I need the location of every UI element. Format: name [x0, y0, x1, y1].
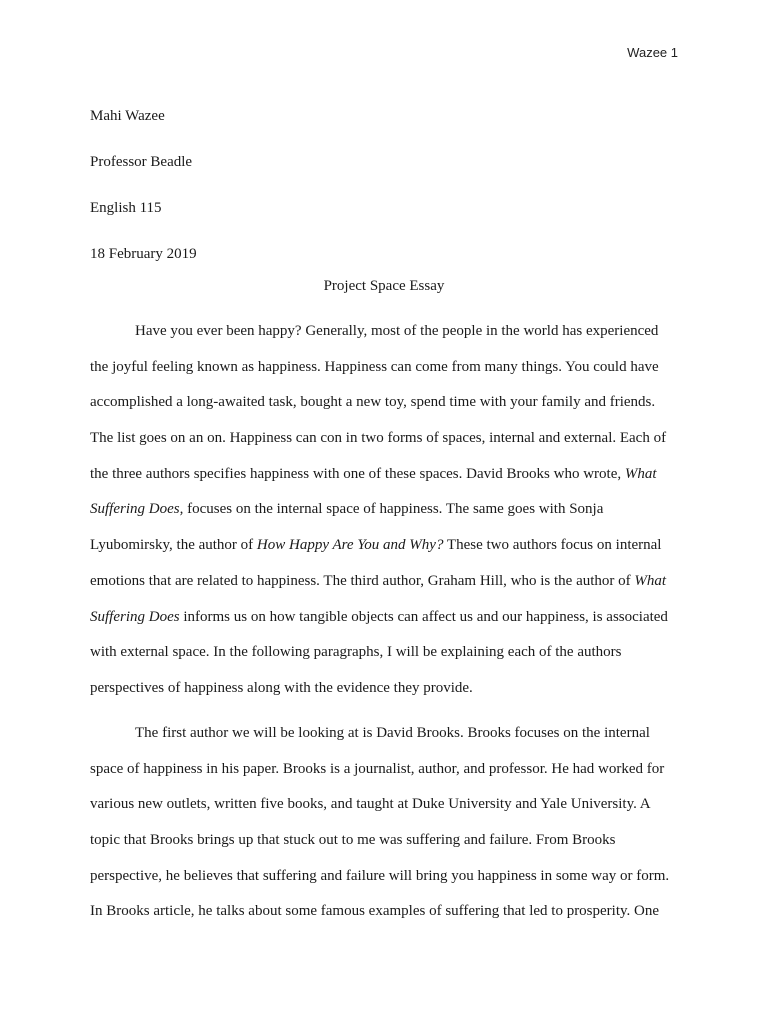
- running-head: Wazee 1: [627, 45, 678, 60]
- paragraph-line: Have you ever been happy? Generally, most of the people in the world has experienced: [135, 323, 659, 339]
- essay-date: 18 February 2019: [90, 246, 197, 262]
- paragraph-line: [90, 564, 678, 600]
- paragraph-line: The list goes on an on. Happiness can con in two forms of spaces, internal and external. Each of: [90, 430, 667, 447]
- paragraph-line: In Brooks article, he talks about some famous examples of suffering that led to prosperity. One: [90, 903, 660, 920]
- italic-title-run: How Happy Are You and Why?: [256, 537, 444, 554]
- course-name: English 115: [90, 200, 162, 216]
- paragraph-line: accomplished a long-awaited task, bought a new toy, spend time with your family and friends.: [90, 394, 656, 411]
- paragraph-line: perspective, he believes that suffering and failure will bring you happiness in some way or form.: [90, 867, 670, 884]
- text-run: focuses on the internal space of happiness. The same goes with Sonja: [183, 501, 604, 518]
- paragraph-line: perspectives of happiness along with the evidence they provide.: [90, 679, 473, 696]
- paragraph-line: [90, 600, 678, 636]
- paragraph-line: [90, 528, 678, 564]
- paragraph-line: [90, 492, 678, 528]
- professor-name: Professor Beadle: [90, 154, 193, 170]
- student-name: Mahi Wazee: [90, 108, 165, 124]
- text-run: the three authors specifies happiness with one of these spaces. David Brooks who wrote,: [90, 465, 625, 482]
- paragraph-line: topic that Brooks brings up that stuck out to me was suffering and failure. From Brooks: [90, 832, 616, 849]
- paragraph-line: [90, 457, 678, 493]
- mla-heading: [90, 93, 678, 277]
- italic-title-run: What: [634, 572, 667, 589]
- paragraph-1: [90, 314, 678, 707]
- paragraph-line: space of happiness in his paper. Brooks is a journalist, author, and professor. He had worked for: [90, 760, 665, 777]
- text-run: Lyubomirsky, the author of: [90, 537, 257, 554]
- paragraph-line: the joyful feeling known as happiness. Happiness can come from many things. You could have: [90, 358, 659, 375]
- text-run: informs us on how tangible objects can affect us and our happiness, is associated: [179, 608, 668, 625]
- italic-title-run: Suffering Does: [90, 608, 180, 625]
- paragraph-2: [90, 716, 678, 930]
- essay-title: Project Space Essay: [323, 278, 445, 294]
- paragraph-line: The first author we will be looking at is David Brooks. Brooks focuses on the internal: [135, 725, 650, 741]
- paragraph-line: with external space. In the following paragraphs, I will be explaining each of the authors: [90, 644, 622, 661]
- text-run: emotions that are related to happiness. The third author, Graham Hill, who is the author of: [90, 572, 635, 589]
- text-run: These two authors focus on internal: [443, 537, 662, 554]
- italic-title-run: Suffering Does,: [90, 501, 184, 518]
- italic-title-run: What: [624, 465, 657, 482]
- paragraph-line: various new outlets, written five books, and taught at Duke University and Yale University. A: [90, 796, 651, 813]
